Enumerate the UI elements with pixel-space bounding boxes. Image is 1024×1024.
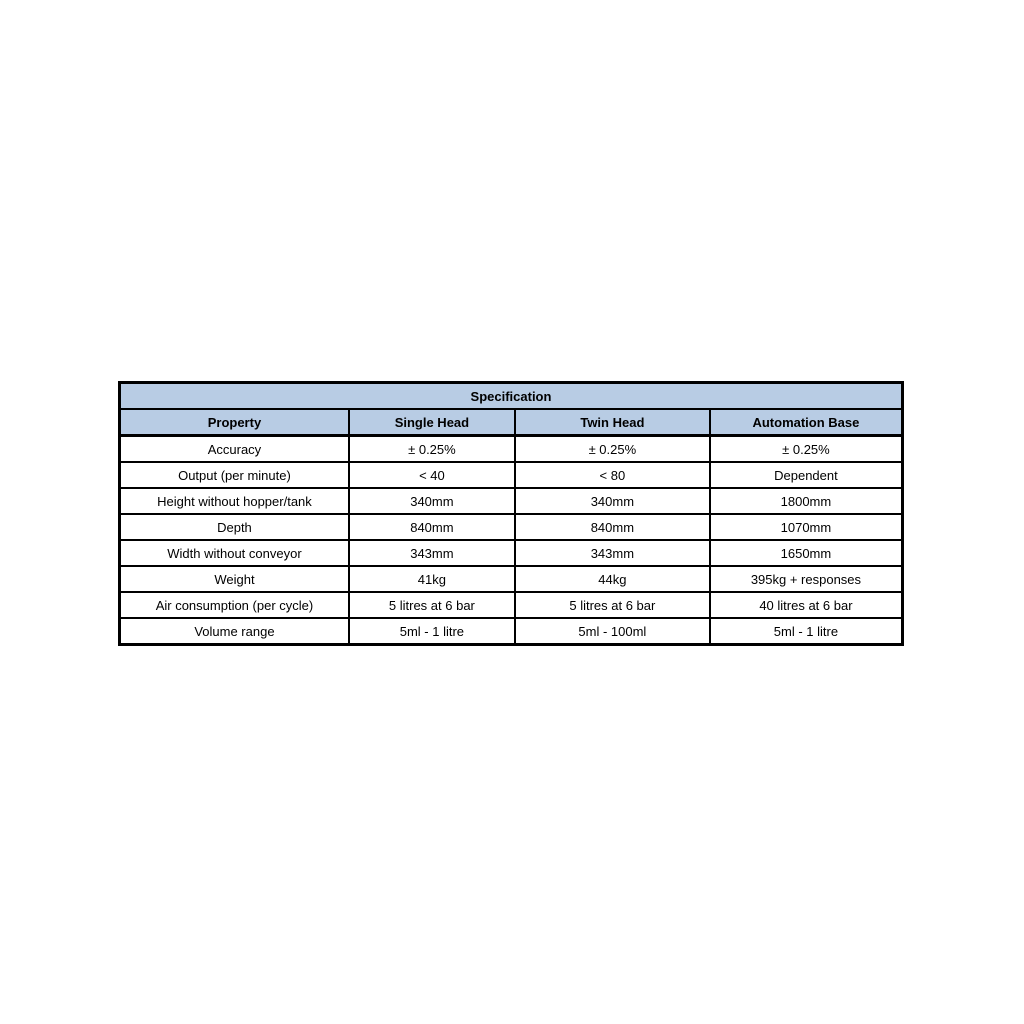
value-cell: 44kg — [515, 566, 710, 592]
table-title-row — [120, 383, 903, 410]
value-cell: 1650mm — [710, 540, 903, 566]
table-row — [120, 592, 903, 618]
value-cell: 343mm — [515, 540, 710, 566]
property-cell: Depth — [120, 514, 349, 540]
column-header-twin-head: Twin Head — [515, 409, 710, 436]
value-cell: 5ml - 100ml — [515, 618, 710, 645]
value-cell: 5 litres at 6 bar — [515, 592, 710, 618]
property-cell: Weight — [120, 566, 349, 592]
value-cell: 5ml - 1 litre — [349, 618, 515, 645]
value-cell: 340mm — [349, 488, 515, 514]
table-row — [120, 488, 903, 514]
table-row — [120, 618, 903, 645]
specification-table — [118, 381, 904, 646]
column-header-property: Property — [120, 409, 349, 436]
value-cell: ± 0.25% — [710, 436, 903, 463]
value-cell: 340mm — [515, 488, 710, 514]
property-cell: Air consumption (per cycle) — [120, 592, 349, 618]
value-cell: 840mm — [349, 514, 515, 540]
value-cell: 343mm — [349, 540, 515, 566]
value-cell: < 80 — [515, 462, 710, 488]
table-header-row — [120, 409, 903, 436]
property-cell: Width without conveyor — [120, 540, 349, 566]
column-header-automation-base: Automation Base — [710, 409, 903, 436]
column-header-single-head: Single Head — [349, 409, 515, 436]
value-cell: ± 0.25% — [349, 436, 515, 463]
property-cell: Volume range — [120, 618, 349, 645]
table-title: Specification — [120, 383, 903, 410]
value-cell: < 40 — [349, 462, 515, 488]
value-cell: 395kg + responses — [710, 566, 903, 592]
property-cell: Output (per minute) — [120, 462, 349, 488]
table-row — [120, 514, 903, 540]
table-row — [120, 462, 903, 488]
value-cell: 1070mm — [710, 514, 903, 540]
value-cell: 840mm — [515, 514, 710, 540]
value-cell: 5 litres at 6 bar — [349, 592, 515, 618]
table-row — [120, 436, 903, 463]
value-cell: 40 litres at 6 bar — [710, 592, 903, 618]
value-cell: 5ml - 1 litre — [710, 618, 903, 645]
table-row — [120, 566, 903, 592]
value-cell: 41kg — [349, 566, 515, 592]
value-cell: Dependent — [710, 462, 903, 488]
table-row — [120, 540, 903, 566]
value-cell: 1800mm — [710, 488, 903, 514]
property-cell: Height without hopper/tank — [120, 488, 349, 514]
property-cell: Accuracy — [120, 436, 349, 463]
value-cell: ± 0.25% — [515, 436, 710, 463]
